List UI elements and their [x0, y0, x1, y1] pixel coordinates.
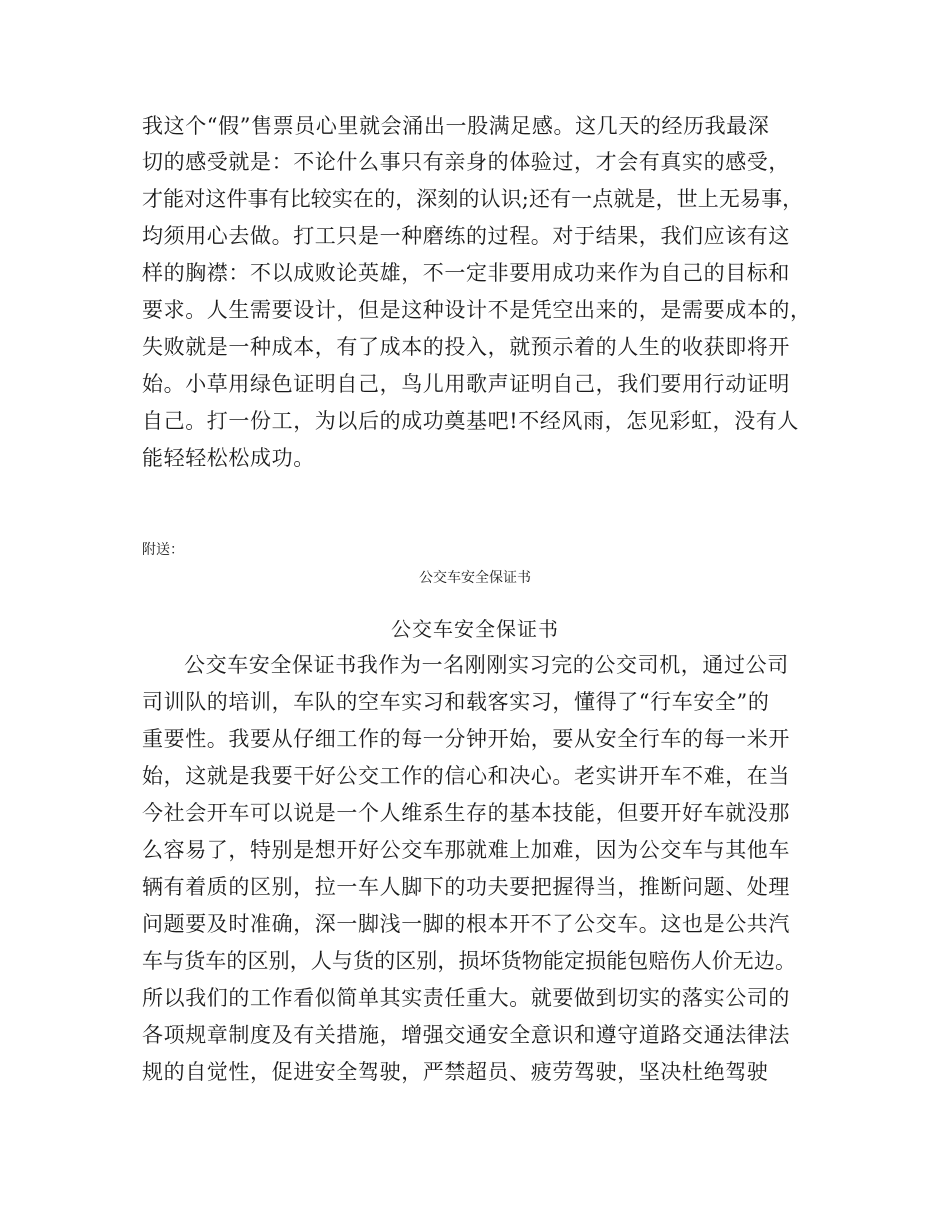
essay-line: 才能对这件事有比较实在的，深刻的认识;还有一点就是，世上无易事，	[142, 187, 804, 211]
essay-line: 始。小草用绿色证明自己，鸟儿用歌声证明自己，我们要用行动证明	[142, 372, 790, 396]
guarantee-line: 车与货车的区别，人与货的区别，损坏货物能定损能包赔伤人价无边。	[142, 949, 797, 973]
essay-line: 失败就是一种成本，有了成本的投入，就预示着的人生的收获即将开	[142, 335, 790, 359]
guarantee-line: 问题要及时准确，深一脚浅一脚的根本开不了公交车。这也是公共汽	[142, 912, 790, 936]
guarantee-line: 么容易了，特别是想开好公交车那就难上加难，因为公交车与其他车	[142, 838, 790, 862]
essay-line: 要求。人生需要设计，但是这种设计不是凭空出来的，是需要成本的，	[142, 298, 812, 322]
essay-line: 能轻轻松松成功。	[142, 446, 315, 470]
guarantee-line: 今社会开车可以说是一个人维系生存的基本技能，但要开好车就没那	[142, 801, 790, 825]
essay-line: 我这个“假”售票员心里就会涌出一股满足感。这几天的经历我最深	[142, 114, 770, 138]
guarantee-line: 所以我们的工作看似简单其实责任重大。就要做到切实的落实公司的	[142, 986, 790, 1010]
essay-line: 切的感受就是：不论什么事只有亲身的体验过，才会有真实的感受，	[142, 150, 790, 174]
guarantee-line: 始，这就是我要干好公交工作的信心和决心。老实讲开车不难，在当	[142, 764, 790, 788]
appendix-title: 公交车安全保证书	[419, 570, 531, 586]
essay-line: 均须用心去做。打工只是一种磨练的过程。对于结果，我们应该有这	[142, 224, 790, 248]
guarantee-line: 各项规章制度及有关措施，增强交通安全意识和遵守道路交通法律法	[142, 1023, 790, 1047]
guarantee-line: 规的自觉性，促进安全驾驶，严禁超员、疲劳驾驶，坚决杜绝驾驶	[142, 1060, 769, 1084]
essay-line: 样的胸襟：不以成败论英雄，不一定非要用成功来作为自己的目标和	[142, 261, 790, 285]
guarantee-line: 重要性。我要从仔细工作的每一分钟开始，要从安全行车的每一米开	[142, 727, 790, 751]
appendix-label: 附送：	[142, 542, 184, 558]
guarantee-line: 公交车安全保证书我作为一名刚刚实习完的公交司机，通过公司	[184, 653, 789, 677]
appendix-subtitle: 公交车安全保证书	[391, 617, 559, 641]
essay-line: 自己。打一份工，为以后的成功奠基吧!不经风雨，怎见彩虹，没有人	[142, 409, 800, 433]
guarantee-line: 辆有着质的区别，拉一车人脚下的功夫要把握得当，推断问题、处理	[142, 875, 790, 899]
guarantee-line: 司训队的培训，车队的空车实习和载客实习，懂得了“行车安全”的	[142, 690, 770, 714]
